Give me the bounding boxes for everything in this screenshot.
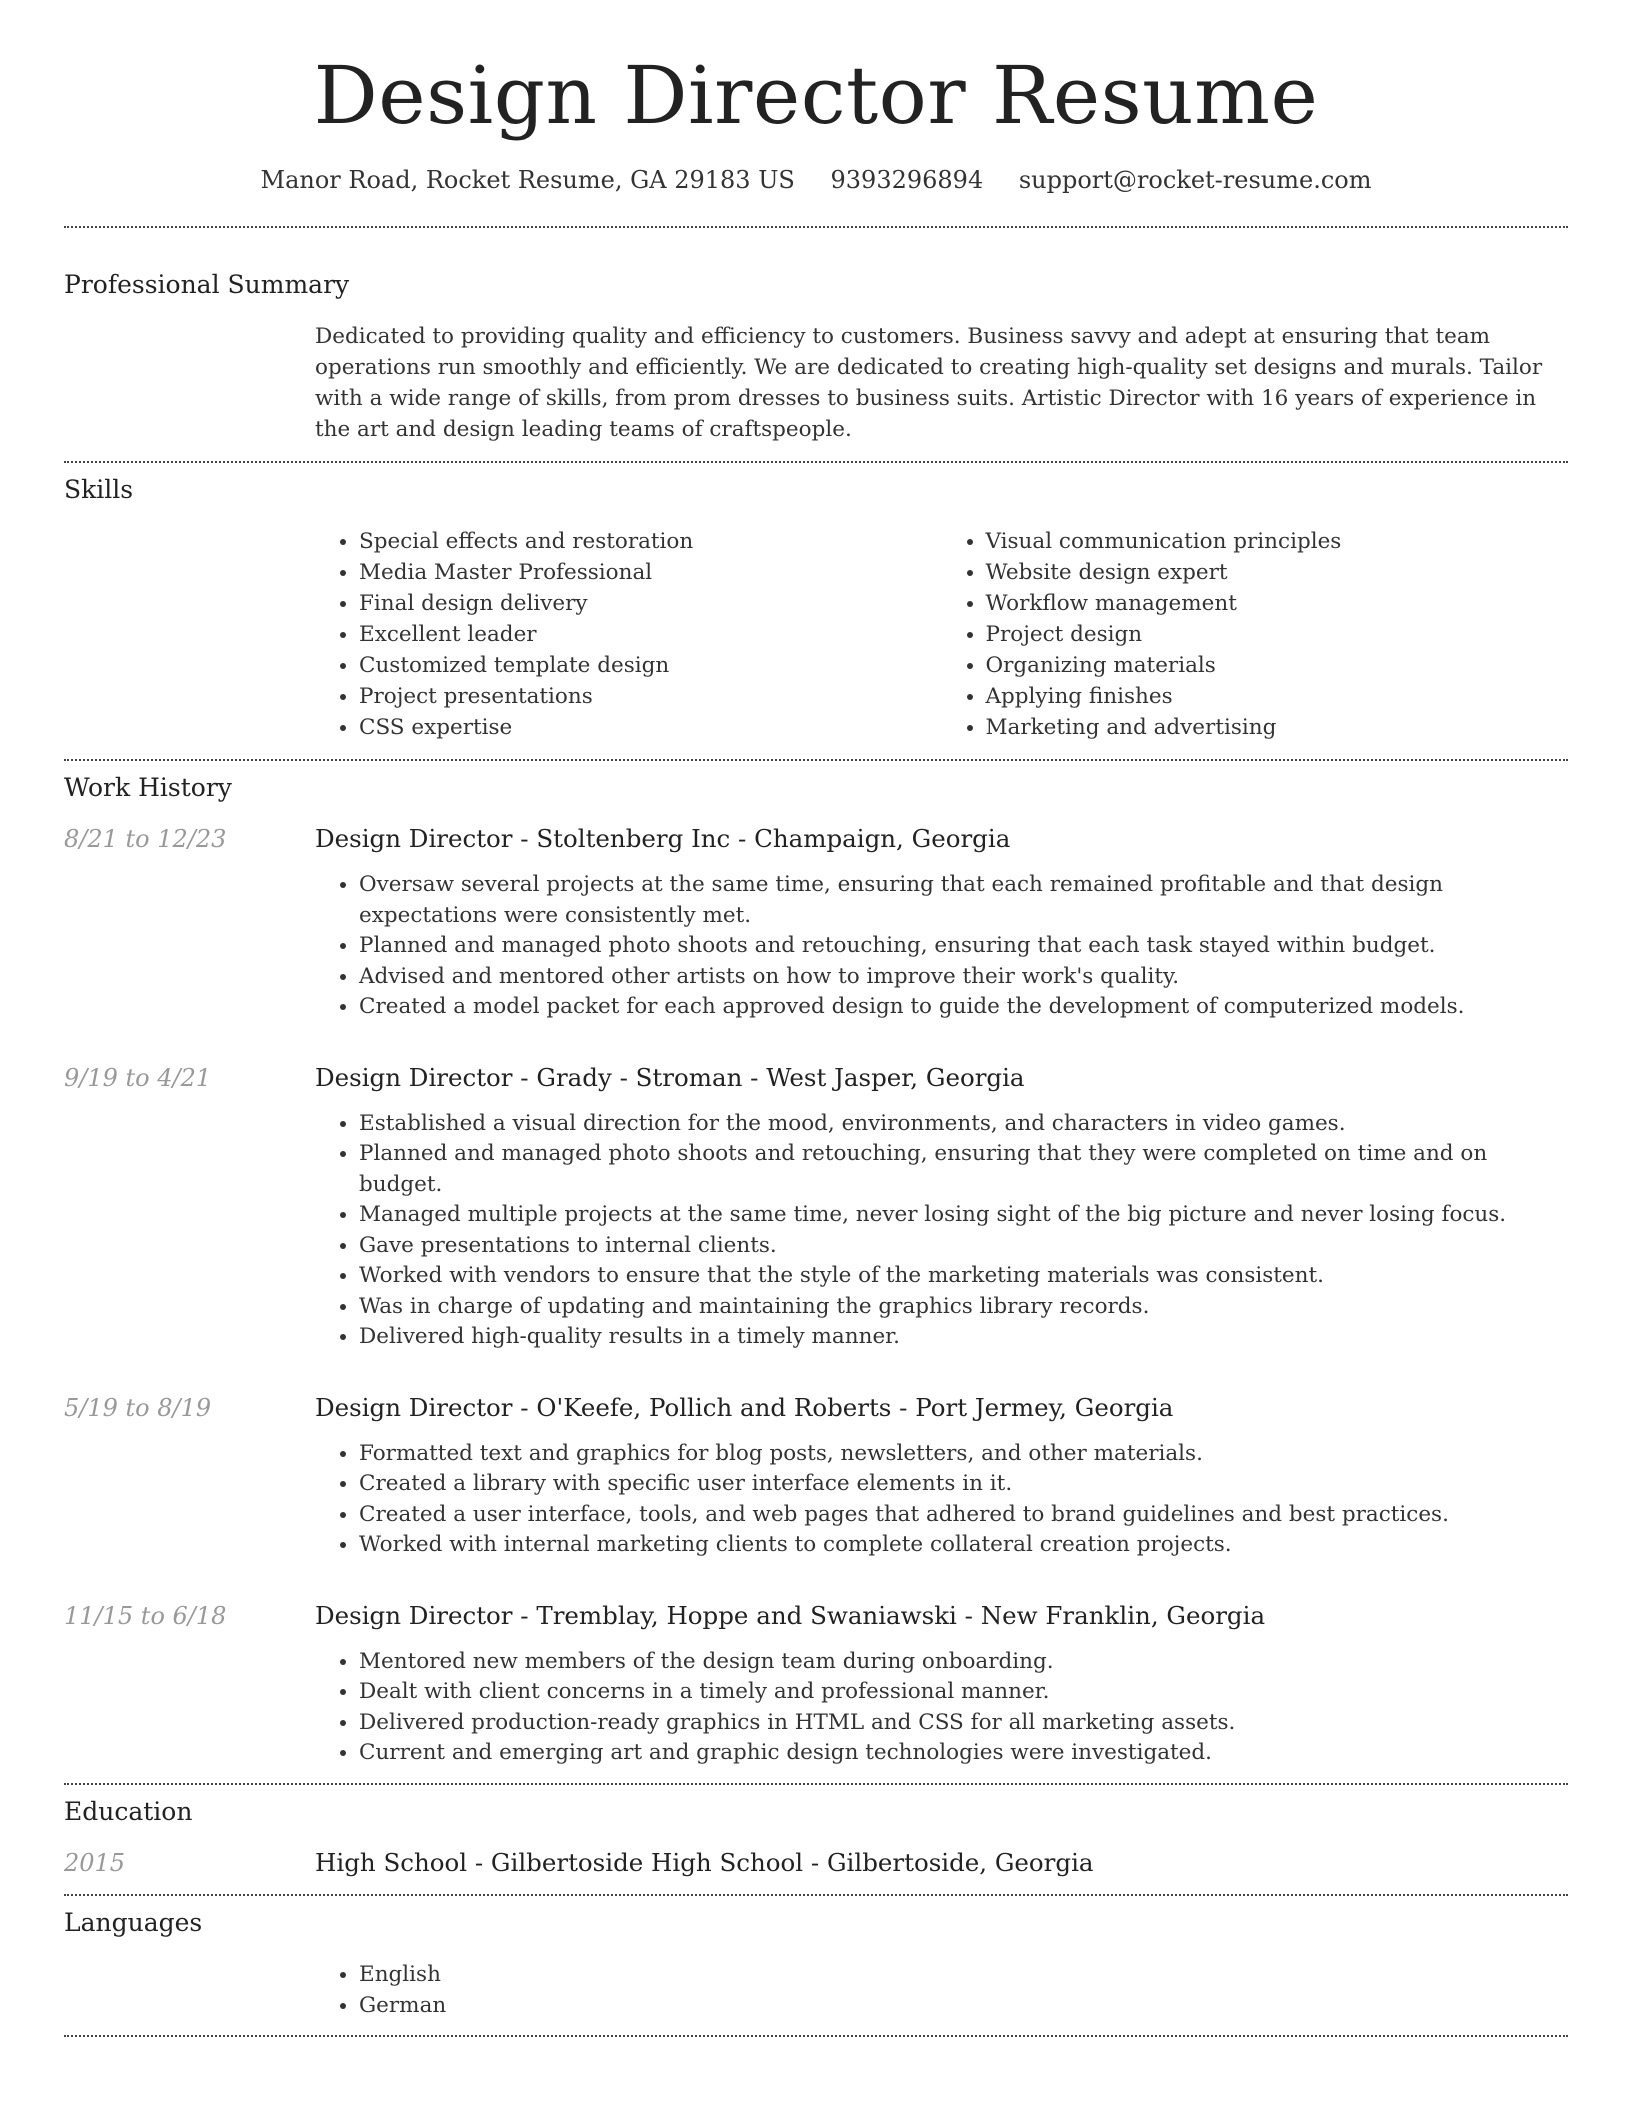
- job-bullet: • Delivered high-quality results in a timely manner.: [359, 1322, 1568, 1353]
- job-bullet: • Worked with internal marketing clients to complete collateral creation projects.: [359, 1530, 1568, 1561]
- job-bullet: • Worked with vendors to ensure that the style of the marketing materials was consistent.: [359, 1261, 1568, 1292]
- job-bullet: • Established a visual direction for the mood, environments, and characters in video games.: [359, 1109, 1568, 1140]
- job-entry: [64, 1391, 1568, 1561]
- work-section: [0, 761, 1632, 1783]
- skill-item: • Website design expert: [986, 557, 1569, 588]
- skill-item: • Project presentations: [359, 681, 942, 712]
- job-bullet: • Created a user interface, tools, and web pages that adhered to brand guidelines and best practices.: [359, 1500, 1568, 1531]
- languages-section: [0, 1896, 1632, 2035]
- skill-item: • Customized template design: [359, 650, 942, 681]
- languages-content: [315, 1959, 1568, 2021]
- job-bullet: • Oversaw several projects at the same time, ensuring that each remained profitable and that design expectations were consistently met.: [359, 870, 1568, 931]
- job-body: [315, 1061, 1568, 1353]
- job-bullet: • Advised and mentored other artists on how to improve their work's quality.: [359, 962, 1568, 993]
- job-bullet: • Was in charge of updating and maintaining the graphics library records.: [359, 1292, 1568, 1323]
- skills-list-right: [942, 526, 1569, 743]
- job-body: [315, 822, 1568, 1023]
- skill-item: • Visual communication principles: [986, 526, 1569, 557]
- language-item: • English: [359, 1959, 1568, 1990]
- resume-title: Design Director Resume: [313, 49, 1319, 142]
- job-bullets: [315, 1109, 1568, 1353]
- resume-header: [0, 0, 1632, 194]
- skills-list-left: [315, 526, 942, 743]
- skills-content: [315, 526, 1568, 743]
- job-date: 11/15 to 6/18: [64, 1601, 227, 1630]
- contact-email: support@rocket-resume.com: [1018, 166, 1372, 194]
- contact-phone: 9393296894: [830, 166, 984, 194]
- work-title: Work History: [64, 773, 232, 802]
- summary-text: Dedicated to providing quality and efficiency to customers. Business savvy and adept at ensuring that team operations run smoothly and efficiently. We are dedicated to creating high-quality set designs and murals. Tailor with a wide range of skills, from prom dresses to business suits. Artistic Director with 16 years of experience in the art and design leading teams of craftspeople.: [315, 324, 1543, 442]
- job-entry: [64, 1061, 1568, 1353]
- job-bullet: • Planned and managed photo shoots and retouching, ensuring that each task stayed within budget.: [359, 931, 1568, 962]
- job-bullet: • Current and emerging art and graphic design technologies were investigated.: [359, 1738, 1568, 1769]
- contact-line: [0, 166, 1632, 194]
- skill-item: • Applying finishes: [986, 681, 1569, 712]
- job-bullets: [315, 1647, 1568, 1769]
- job-date: 8/21 to 12/23: [64, 825, 227, 853]
- job-bullet: • Managed multiple projects at the same time, never losing sight of the big picture and never losing focus.: [359, 1200, 1568, 1231]
- education-date: 2015: [64, 1848, 126, 1877]
- skills-section: [0, 463, 1632, 759]
- job-date: 5/19 to 8/19: [64, 1393, 212, 1422]
- skill-item: • Workflow management: [986, 588, 1569, 619]
- job-bullet: • Delivered production-ready graphics in HTML and CSS for all marketing assets.: [359, 1708, 1568, 1739]
- skill-item: • Marketing and advertising: [986, 712, 1569, 743]
- job-entry: [64, 822, 1568, 1023]
- skill-item: • Organizing materials: [986, 650, 1569, 681]
- divider: [64, 2035, 1568, 2037]
- job-bullet: • Planned and managed photo shoots and retouching, ensuring that they were completed on time and on budget.: [359, 1139, 1568, 1200]
- skills-title: Skills: [64, 475, 134, 504]
- job-title: Design Director - Grady - Stroman - West Jasper, Georgia: [315, 1062, 1025, 1092]
- job-bullet: • Created a model packet for each approved design to guide the development of computerized models.: [359, 992, 1568, 1023]
- skill-item: • Project design: [986, 619, 1569, 650]
- education-body: [315, 1846, 1568, 1880]
- skill-item: • Special effects and restoration: [359, 526, 942, 557]
- skill-item: • Excellent leader: [359, 619, 942, 650]
- education-title: Education: [64, 1796, 193, 1826]
- language-item: • German: [359, 1990, 1568, 2021]
- job-bullet: • Gave presentations to internal clients.: [359, 1231, 1568, 1262]
- skill-item: • CSS expertise: [359, 712, 942, 743]
- job-title: Design Director - Tremblay, Hoppe and Swaniawski - New Franklin, Georgia: [315, 1600, 1266, 1630]
- contact-address: Manor Road, Rocket Resume, GA 29183 US: [260, 166, 795, 194]
- skill-item: • Media Master Professional: [359, 557, 942, 588]
- job-title: Design Director - Stoltenberg Inc - Champaign, Georgia: [315, 824, 1011, 853]
- job-bullet: • Created a library with specific user interface elements in it.: [359, 1469, 1568, 1500]
- summary-content: [315, 321, 1568, 445]
- summary-section: [0, 228, 1632, 461]
- job-bullets: [315, 870, 1568, 1023]
- education-entry: [64, 1846, 1568, 1880]
- job-body: [315, 1391, 1568, 1561]
- skill-item: • Final design delivery: [359, 588, 942, 619]
- summary-title: Professional Summary: [64, 270, 350, 299]
- job-bullet: • Mentored new members of the design team during onboarding.: [359, 1647, 1568, 1678]
- education-text: High School - Gilbertoside High School - Gilbertoside, Georgia: [315, 1847, 1094, 1877]
- job-entry: [64, 1599, 1568, 1769]
- job-bullet: • Formatted text and graphics for blog posts, newsletters, and other materials.: [359, 1439, 1568, 1470]
- job-bullet: • Dealt with client concerns in a timely and professional manner.: [359, 1677, 1568, 1708]
- languages-title: Languages: [64, 1907, 203, 1937]
- job-date: 9/19 to 4/21: [64, 1063, 212, 1092]
- languages-list: [315, 1959, 1568, 2021]
- job-body: [315, 1599, 1568, 1769]
- job-bullets: [315, 1439, 1568, 1561]
- job-title: Design Director - O'Keefe, Pollich and Roberts - Port Jermey, Georgia: [315, 1392, 1174, 1422]
- education-section: [0, 1785, 1632, 1894]
